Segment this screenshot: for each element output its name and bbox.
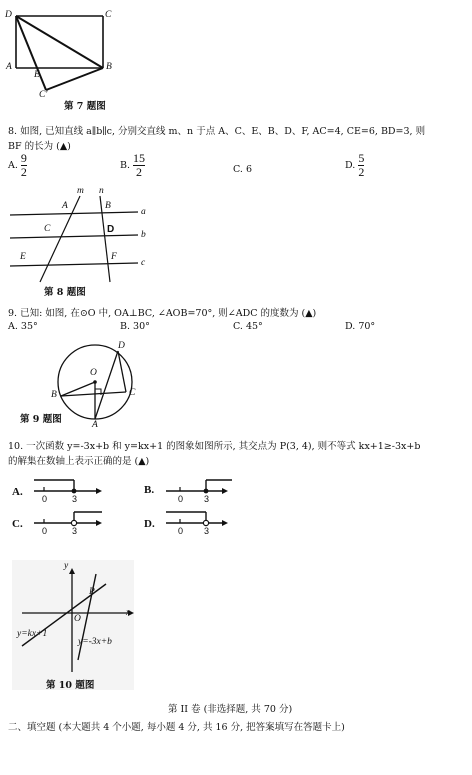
q8-option-a-label: A.: [8, 160, 18, 171]
q7-label-e: E: [34, 70, 40, 80]
q10-b-tick-3: 3: [204, 494, 210, 504]
q8-label-a-point: A: [62, 201, 68, 211]
q8-label-b-point: B: [105, 201, 111, 211]
q8-caption: 第 8 题图: [44, 287, 86, 298]
q10-caption: 第 10 题图: [46, 680, 95, 691]
q8-stem-line2: BF 的长为 (▲): [8, 141, 71, 152]
q10-b-tick-0: 0: [178, 494, 184, 504]
q8-option-b-fraction: [133, 152, 145, 179]
q8-option-d-fraction: [358, 152, 364, 179]
q10-a-tick-3: 3: [72, 494, 78, 504]
q8-option-d-den: 2: [358, 165, 365, 179]
q8-label-d-point: D: [107, 224, 115, 235]
q7-label-a: A: [6, 62, 12, 72]
q10-graph-line-3xb: y=-3x+b: [78, 637, 112, 647]
q10-graph-y-axis-label: y: [64, 561, 69, 571]
q10-a-tick-0: 0: [42, 494, 48, 504]
q8-option-b-den: 2: [136, 165, 143, 179]
q10-graph-point-p: P: [89, 587, 95, 597]
q7-label-c-prime: C': [39, 90, 48, 100]
q10-option-d-label: D.: [144, 518, 155, 530]
q8-option-a-den: 2: [20, 165, 27, 179]
q7-caption: 第 7 题图: [64, 101, 106, 112]
q10-stem-line2: 的解集在数轴上表示正确的是 (▲): [8, 456, 150, 467]
q9-option-b: B. 30°: [120, 321, 150, 332]
q7-label-b: B: [106, 62, 112, 72]
q8-label-n: n: [99, 186, 104, 196]
q8-label-c-point: C: [44, 224, 51, 234]
q10-option-c-line: [34, 512, 102, 526]
q10-graph-line-kx1: y=kx+1: [17, 629, 48, 639]
q10-graph-origin: O: [74, 614, 81, 624]
q8-option-a: [8, 152, 27, 179]
q8-stem-line1: 8. 如图, 已知直线 a∥b∥c, 分别交直线 m、n 于点 A、C、E、B、D、F, AC=4, CE=6, BD=3, 则: [8, 126, 426, 137]
q10-option-a-label: A.: [12, 486, 23, 498]
q9-option-d: D. 70°: [345, 321, 376, 332]
q10-c-tick-0: 0: [42, 526, 48, 536]
q9-label-d: D: [118, 341, 125, 351]
q9-option-c: C. 45°: [233, 321, 263, 332]
q9-option-a: A. 35°: [8, 321, 38, 332]
q10-c-tick-3: 3: [72, 526, 78, 536]
q10-option-c-label: C.: [12, 518, 23, 530]
q8-option-d: [345, 152, 364, 179]
q8-option-b-num: 15: [133, 151, 146, 165]
q8-option-b-label: B.: [120, 160, 131, 171]
q8-option-a-fraction: [21, 152, 27, 179]
q9-label-b: B: [51, 390, 57, 400]
q8-option-b: [120, 152, 145, 179]
section-title: 第 II 卷 (非选择题, 共 70 分): [168, 704, 293, 715]
q8-label-a-line: a: [141, 207, 146, 217]
q7-label-d: D: [5, 10, 12, 20]
q9-caption: 第 9 题图: [20, 414, 62, 425]
q10-option-b-label: B.: [144, 484, 155, 496]
q10-d-tick-0: 0: [178, 526, 184, 536]
q10-graph-x-axis-label: x: [126, 608, 131, 618]
q9-label-c: C: [129, 388, 136, 398]
q8-option-c: C. 6: [233, 164, 253, 175]
q10-option-b-line: [166, 480, 232, 494]
q10-graph: [0, 0, 472, 130]
q10-option-a-line: [34, 480, 102, 494]
q9-label-a: A: [92, 420, 98, 430]
q8-label-m: m: [77, 186, 84, 196]
q8-label-c-line: c: [141, 258, 146, 268]
section-heading: 二、填空题 (本大题共 4 个小题, 每小题 4 分, 共 16 分, 把答案填写在答题卡上): [8, 722, 345, 733]
q8-label-b-line: b: [141, 230, 146, 240]
q8-label-f-point: F: [111, 252, 117, 262]
q10-option-d-line: [166, 512, 228, 526]
q9-label-o: O: [90, 368, 97, 378]
q9-stem: 9. 已知: 如图, 在⊙O 中, OA⊥BC, ∠AOB=70°, 则∠ADC 的度数为 (▲): [8, 308, 317, 319]
q10-d-tick-3: 3: [204, 526, 210, 536]
q10-stem-line1: 10. 一次函数 y=-3x+b 和 y=kx+1 的图象如图所示, 其交点为 P(3, 4), 则不等式 kx+1≥-3x+b: [8, 441, 421, 452]
q8-option-a-num: 9: [20, 151, 27, 165]
q8-option-d-label: D.: [345, 160, 356, 171]
q8-option-d-num: 5: [358, 151, 365, 165]
q8-label-e-point: E: [20, 252, 26, 262]
q7-label-c: C: [105, 10, 112, 20]
